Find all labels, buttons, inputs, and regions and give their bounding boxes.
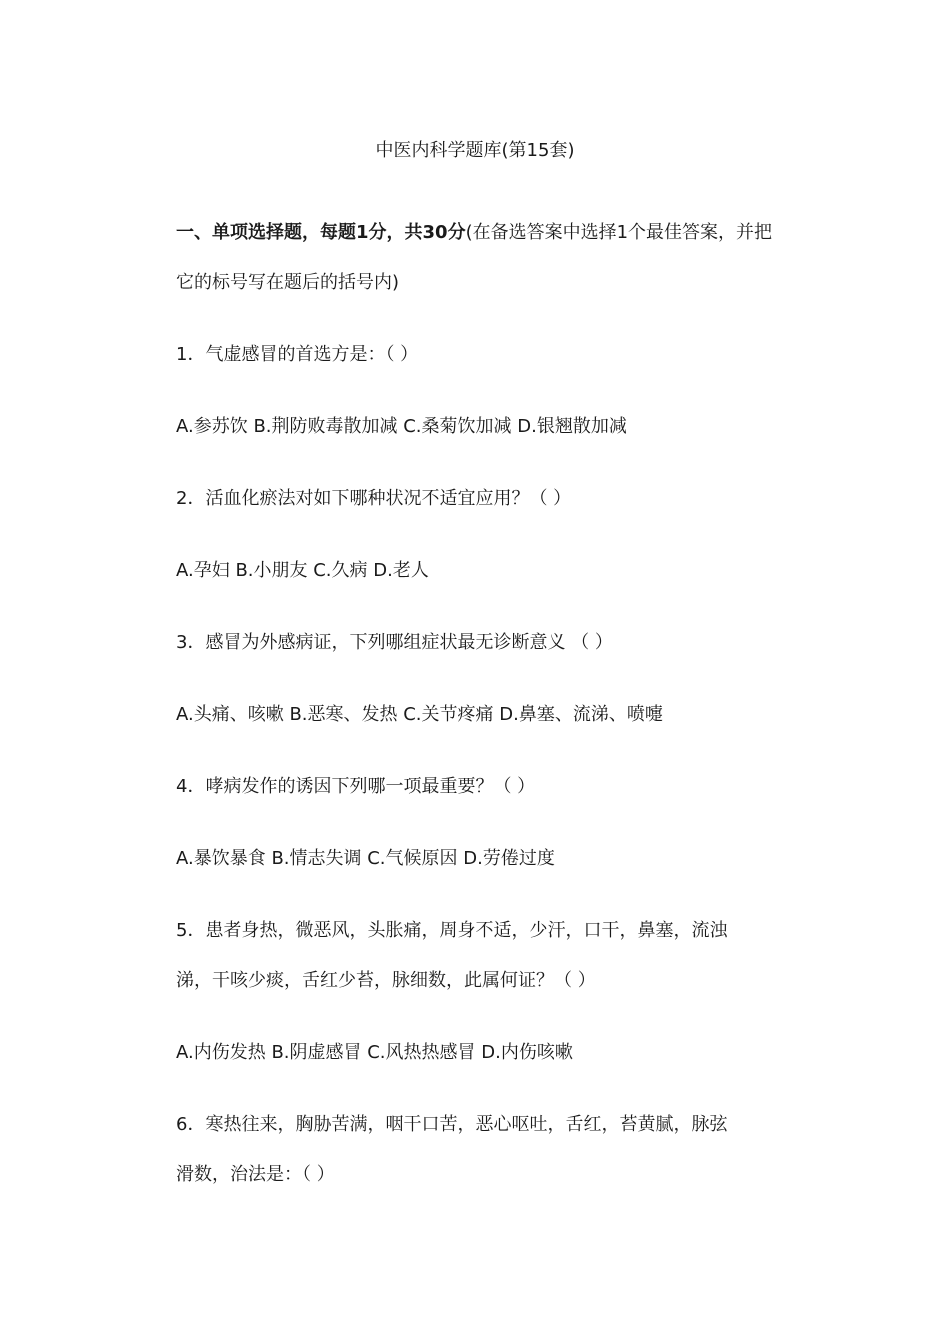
question-6-stem-line2: 滑数，治法是：（ ）: [176, 1164, 335, 1185]
section-heading: [176, 208, 776, 308]
question-1-stem: 1．气虚感冒的首选方是：（ ）: [176, 344, 419, 365]
question-6-stem-line1: 6．寒热往来，胸胁苦满，咽干口苦，恶心呕吐，舌红，苔黄腻，脉弦: [176, 1114, 728, 1135]
page-title: 中医内科学题库(第15套): [375, 140, 575, 161]
question-2-options: A.孕妇 B.小朋友 C.久病 D.老人: [176, 560, 429, 581]
question-4-stem: 4．哮病发作的诱因下列哪一项最重要？（ ）: [176, 776, 536, 797]
section-heading-bold: 一、单项选择题，每题1分，共30分: [176, 222, 466, 243]
question-1-options: A.参苏饮 B.荆防败毒散加减 C.桑菊饮加减 D.银翘散加减: [176, 416, 627, 437]
question-4-options: A.暴饮暴食 B.情志失调 C.气候原因 D.劳倦过度: [176, 848, 555, 869]
question-3-options: A.头痛、咳嗽 B.恶寒、发热 C.关节疼痛 D.鼻塞、流涕、喷嚏: [176, 704, 663, 725]
question-5-stem-line2: 涕，干咳少痰，舌红少苔，脉细数，此属何证？（ ）: [176, 970, 596, 991]
question-3-stem: 3．感冒为外感病证，下列哪组症状最无诊断意义 （ ）: [176, 632, 613, 653]
question-2-stem: 2．活血化瘀法对如下哪种状况不适宜应用？（ ）: [176, 488, 572, 509]
question-5-options: A.内伤发热 B.阴虚感冒 C.风热热感冒 D.内伤咳嗽: [176, 1042, 573, 1063]
section-note: (在备选答案中选择1个最佳答案，并把它的标号写在题后的括号内): [176, 222, 773, 293]
document-body: [176, 208, 776, 1200]
question-5-stem-line1: 5．患者身热，微恶风，头胀痛，周身不适，少汗，口干，鼻塞，流浊: [176, 920, 728, 941]
